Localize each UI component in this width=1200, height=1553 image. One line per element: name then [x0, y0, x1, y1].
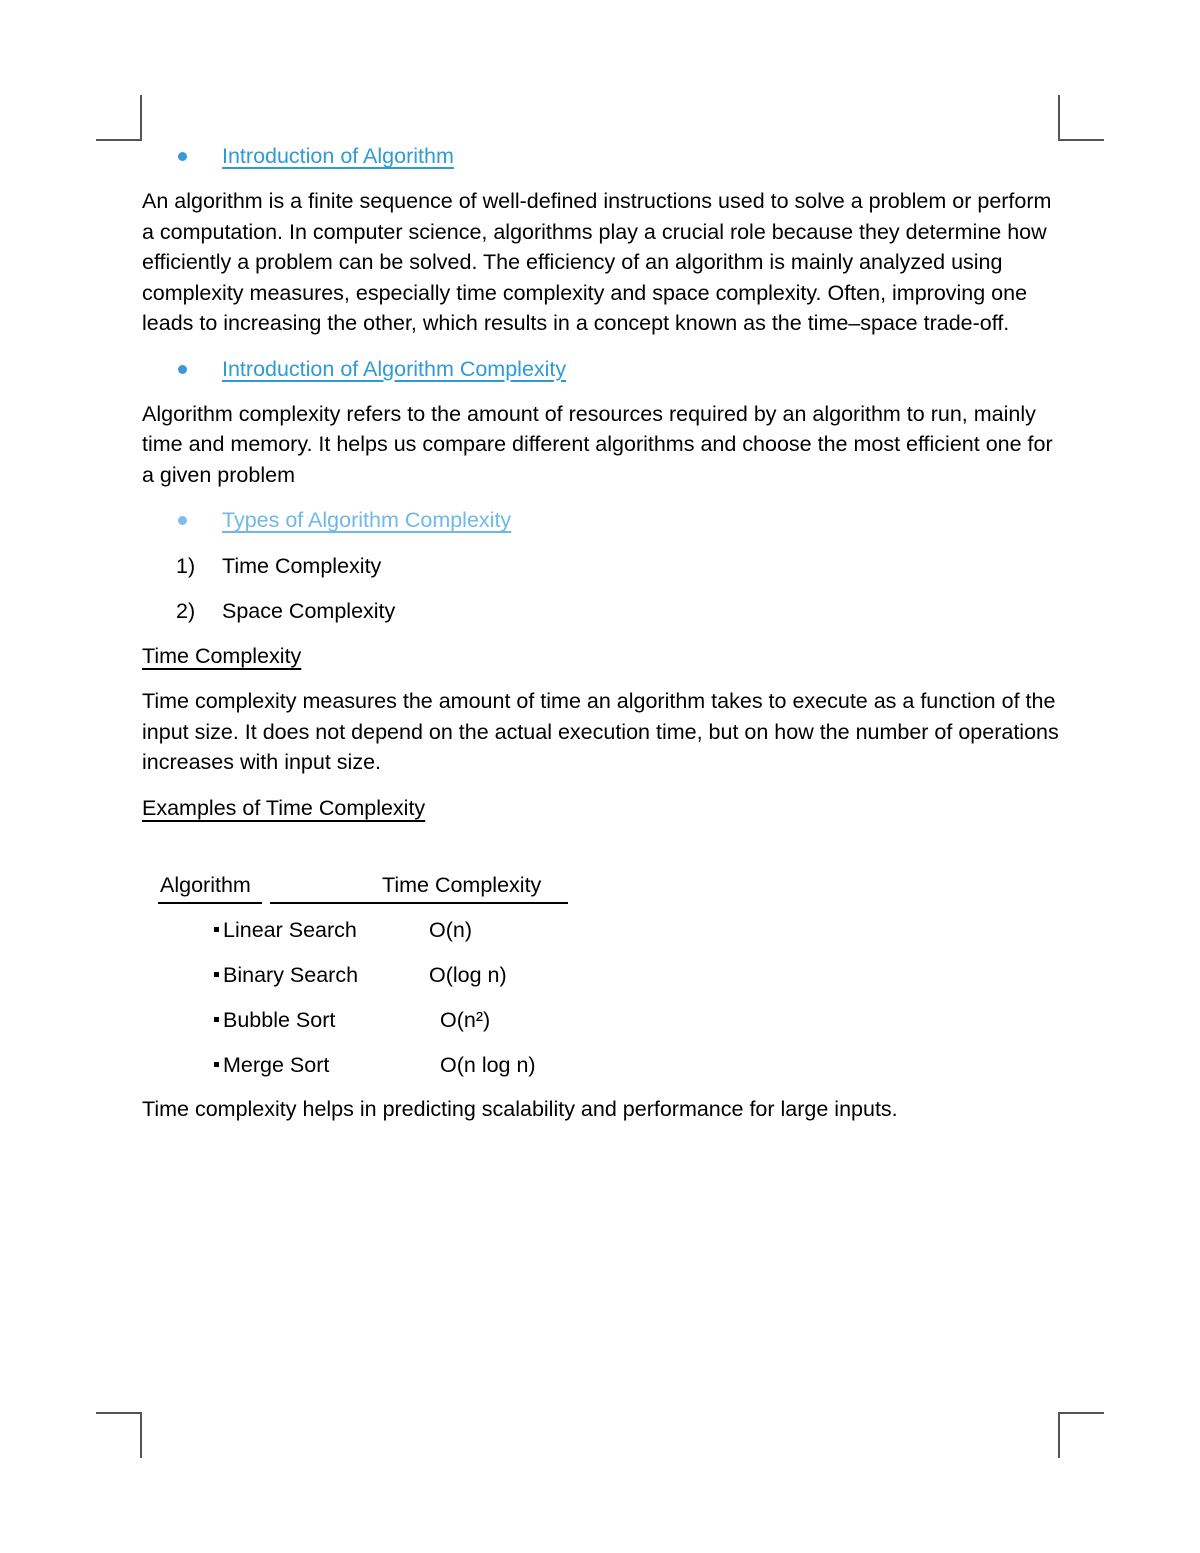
square-bullet-icon [214, 927, 219, 932]
link-intro-algorithm[interactable]: Introduction of Algorithm [222, 144, 454, 168]
row-complexity: O(n²) [440, 1007, 491, 1032]
bullet-heading-intro-complexity [142, 353, 1062, 385]
numbered-item-time-complexity [142, 550, 1062, 582]
bullet-dot-icon [178, 516, 187, 525]
bullet-dot-icon [178, 365, 187, 374]
crop-mark-top-left [96, 95, 142, 141]
table-row [142, 914, 1062, 946]
square-bullet-icon [214, 1062, 219, 1067]
table-row [142, 1004, 1062, 1036]
link-types-complexity[interactable]: Types of Algorithm Complexity [222, 508, 512, 532]
bullet-heading-intro-algorithm [142, 140, 1062, 172]
document-body [142, 140, 1062, 1138]
subheading-time-complexity: Time Complexity [142, 644, 302, 668]
row-algorithm: Binary Search [223, 962, 359, 987]
table-row [142, 959, 1062, 991]
bullet-heading-types [142, 504, 1062, 536]
subheading-row-time-complexity [142, 640, 1062, 672]
row-complexity: O(n log n) [440, 1052, 536, 1077]
item-number: 1) [176, 554, 196, 578]
item-number: 2) [176, 599, 196, 623]
row-complexity: O(n) [429, 917, 472, 942]
row-complexity: O(log n) [429, 962, 507, 987]
crop-mark-top-right [1058, 95, 1104, 141]
item-label: Space Complexity [222, 599, 396, 623]
subheading-row-examples [142, 792, 1062, 824]
numbered-item-space-complexity [142, 595, 1062, 627]
row-algorithm: Linear Search [223, 917, 357, 942]
crop-mark-bottom-right [1058, 1412, 1104, 1458]
bullet-dot-icon [178, 152, 187, 161]
examples-table-header [158, 868, 568, 904]
paragraph-intro-algorithm: An algorithm is a finite sequence of well-defined instructions used to solve a problem or perform a computation. In computer science, algorithms play a crucial role because they determine how efficiently a problem can be solved. The efficiency of an algorithm is mainly analyzed using complexity measures, especially time complexity and space complexity. Often, improving one leads to increasing the other, which results in a concept known as the time–space trade-off. [142, 189, 1052, 335]
row-algorithm: Merge Sort [223, 1052, 330, 1077]
link-intro-complexity[interactable]: Introduction of Algorithm Complexity [222, 356, 567, 381]
header-algorithm: Algorithm [160, 872, 251, 897]
crop-mark-bottom-left [96, 1412, 142, 1458]
paragraph-closing: Time complexity helps in predicting scalability and performance for large inputs. [142, 1096, 898, 1121]
square-bullet-icon [214, 1017, 219, 1022]
table-row [142, 1049, 1062, 1081]
item-label: Time Complexity [222, 554, 382, 578]
paragraph-time-complexity: Time complexity measures the amount of time an algorithm takes to execute as a function of the input size. It does not depend on the actual execution time, but on how the number of operations increases with input size. [142, 689, 1059, 774]
subheading-examples: Examples of Time Complexity [142, 795, 426, 820]
square-bullet-icon [214, 972, 219, 977]
paragraph-intro-complexity: Algorithm complexity refers to the amount of resources required by an algorithm to run, mainly time and memory. It helps us compare different algorithms and choose the most efficient one for a given problem [142, 401, 1053, 487]
header-time-complexity: Time Complexity [382, 872, 542, 897]
row-algorithm: Bubble Sort [223, 1007, 336, 1032]
header-underline-gap [262, 901, 270, 905]
